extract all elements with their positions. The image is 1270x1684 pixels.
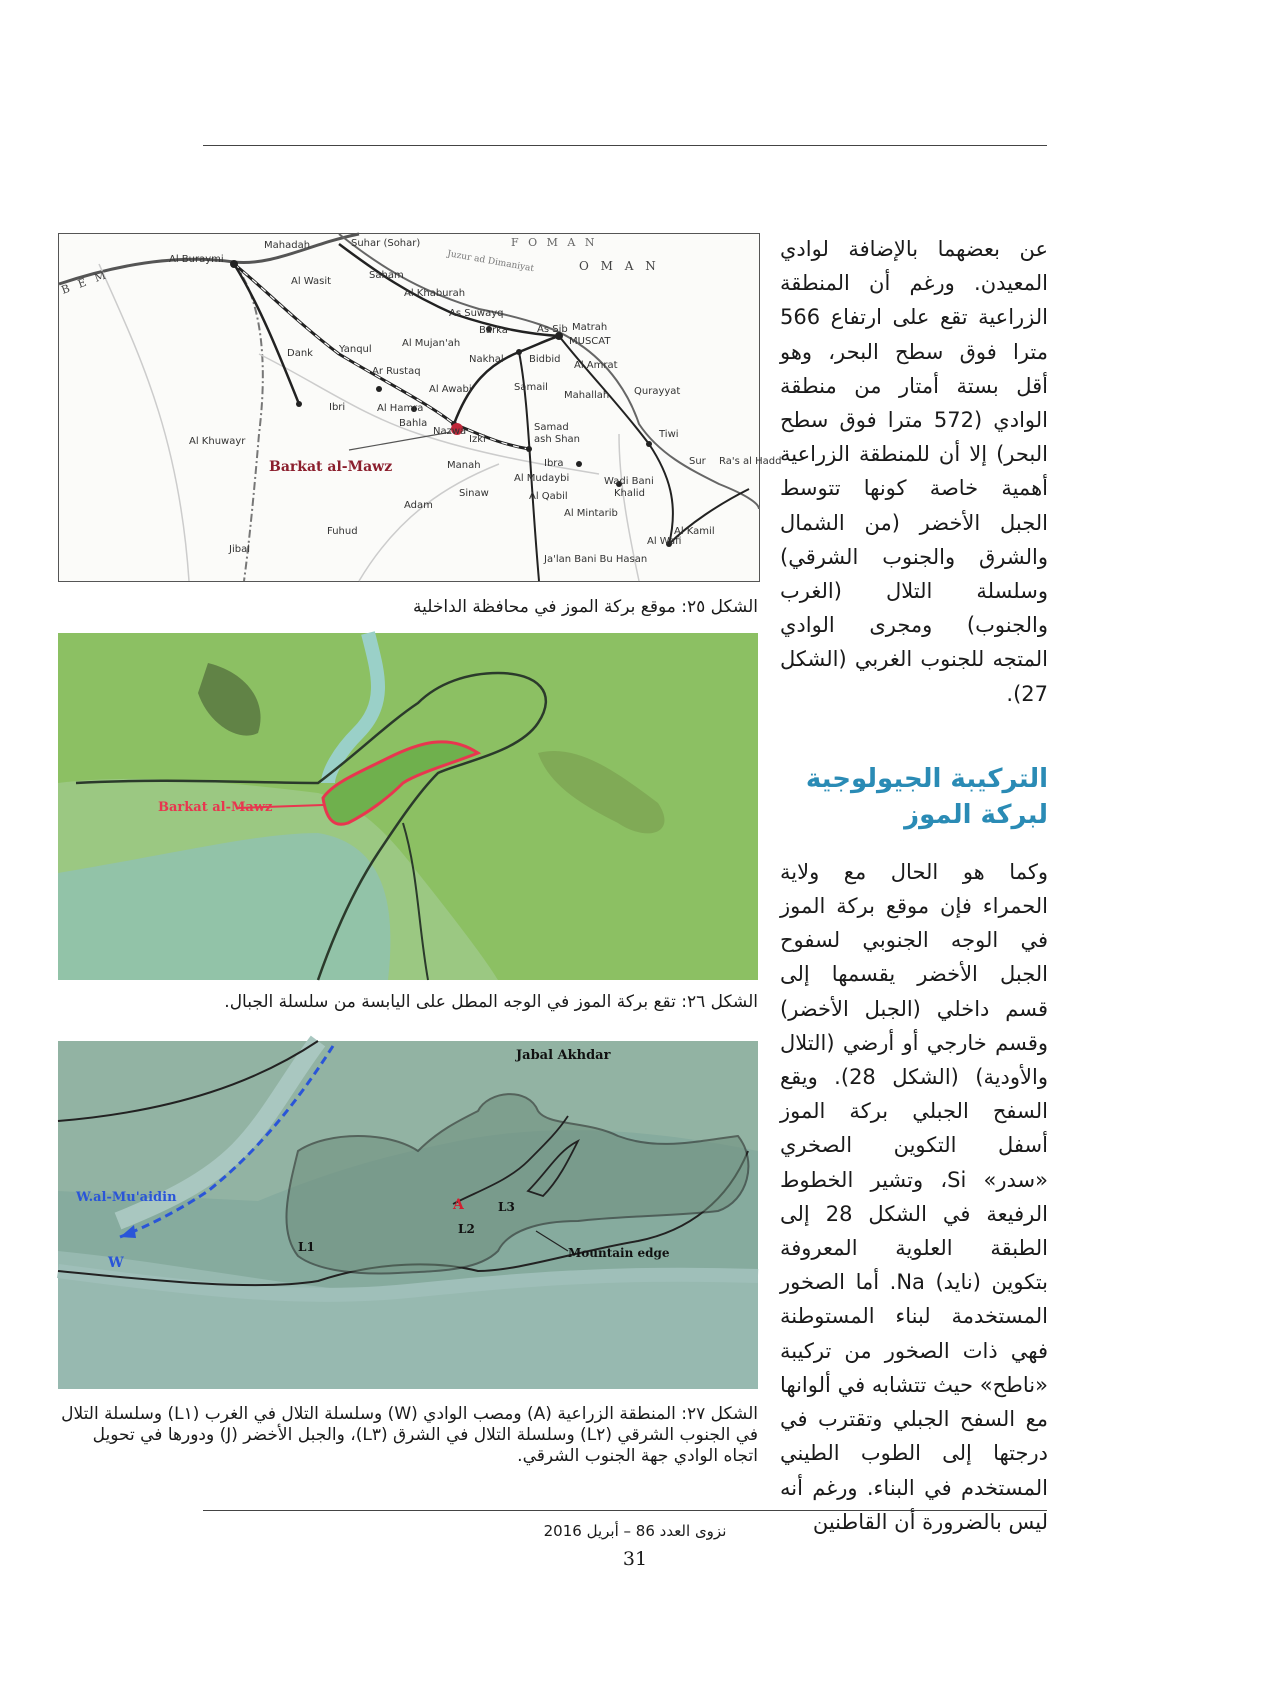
wadi-label: W.al-Mu'aidin (76, 1190, 177, 1205)
svg-text:Nazwa: Nazwa (433, 426, 467, 437)
svg-text:F O M A N: F O M A N (511, 236, 598, 249)
svg-text:ash Shan: ash Shan (534, 434, 581, 445)
svg-text:Qurayyat: Qurayyat (634, 386, 681, 397)
bottom-rule (203, 1510, 1047, 1511)
svg-text:Al Khuwayr: Al Khuwayr (189, 436, 246, 447)
svg-text:O M A N: O M A N (579, 259, 660, 273)
figure-26-caption: الشكل ٢٦: تقع بركة الموز في الوجه المطل على اليابسة من سلسلة الجبال. (224, 992, 758, 1012)
svg-text:As Suwayq: As Suwayq (449, 308, 504, 319)
footer-issue: نزوى العدد 86 – أبريل 2016 (543, 1522, 727, 1540)
svg-text:B E M: B E M (59, 267, 111, 297)
svg-text:MUSCAT: MUSCAT (569, 336, 611, 347)
map-drawing (59, 234, 782, 581)
svg-text:Jibal: Jibal (229, 544, 250, 555)
svg-text:Wadi Bani: Wadi Bani (604, 476, 654, 487)
figure-25-caption: الشكل ٢٥: موقع بركة الموز في محافظة الداخلية (413, 597, 758, 617)
svg-text:Matrah: Matrah (572, 322, 608, 333)
svg-text:Samail: Samail (514, 382, 548, 393)
svg-text:Bahla: Bahla (399, 418, 428, 429)
svg-text:Fuhud: Fuhud (327, 526, 358, 537)
svg-text:Ja'lan Bani Bu Hasan: Ja'lan Bani Bu Hasan (544, 554, 648, 565)
svg-text:Mahadah: Mahadah (264, 240, 311, 251)
svg-text:Barka: Barka (479, 325, 508, 336)
svg-text:Izki: Izki (469, 434, 486, 445)
svg-text:Ra's al Hadd: Ra's al Hadd (719, 456, 782, 467)
svg-text:Ar Rustaq: Ar Rustaq (372, 366, 421, 377)
svg-text:Tiwi: Tiwi (659, 429, 679, 440)
svg-text:Manah: Manah (447, 460, 481, 471)
l3-label: L3 (498, 1200, 515, 1214)
svg-text:Al Amrat: Al Amrat (574, 360, 618, 371)
svg-text:Al Wafi: Al Wafi (647, 536, 682, 547)
figure-27-satellite (58, 1041, 758, 1389)
figure-26-satellite (58, 633, 758, 980)
svg-text:Barkat al-Mawz: Barkat al-Mawz (269, 459, 393, 475)
text-column (780, 232, 1048, 1539)
svg-text:Ibra: Ibra (544, 458, 564, 469)
svg-text:Bidbid: Bidbid (529, 354, 561, 365)
svg-text:Adam: Adam (404, 500, 433, 511)
svg-text:Sinaw: Sinaw (459, 488, 489, 499)
svg-text:Nakhal: Nakhal (469, 354, 504, 365)
svg-text:Samad: Samad (534, 422, 569, 433)
svg-text:Al Mudaybi: Al Mudaybi (514, 473, 570, 484)
figure-27-caption: الشكل ٢٧: المنطقة الزراعية (A) ومصب الوادي (W) وسلسلة التلال في الغرب (L١) وسلسلة التلال في الجنوب الشرقي (L٢) وسلسلة التلال في الشرق (L٣)، والجبل الأخضر (J) ودورها في تحويل اتجاه الوادي جهة الجنوب الشرقي. (61, 1404, 758, 1466)
svg-text:Al Hamra: Al Hamra (377, 403, 424, 414)
paragraph-2: وكما هو الحال مع ولاية الحمراء فإن موقع بركة الموز في الوجه الجنوبي لسفوح الجبل الأخضر يقسمها إلى قسم داخلي (الجبل الأخضر) وقسم خارجي أو أرضي (التلال والأودية) (الشكل 28). ويقع السفح الجبلي بركة الموز أسفل التكوين الصخري «سدر» Si، وتشير الخطوط الرفيعة في الشكل 28 إلى الطبقة العلوية المعروفة بتكوين (نايد) Na. أما الصخور المستخدمة لبناء المستوطنة فهي ذات الصخور من تركيبة «ناطح» حيث تتشابه في ألوانها مع السفح الجبلي وتقترب في درجتها إلى الطوب الطيني المستخدم في البناء. ورغم أنه ليس بالضرورة أن القاطنين (780, 859, 1049, 1534)
top-rule (203, 145, 1047, 146)
svg-text:Saham: Saham (369, 270, 404, 281)
svg-text:Ibri: Ibri (329, 402, 346, 413)
svg-text:Khalid: Khalid (614, 488, 645, 499)
svg-text:As Sib: As Sib (537, 324, 568, 335)
svg-text:Al Mintarib: Al Mintarib (564, 508, 618, 519)
jabal-label: Jabal Akhdar (516, 1048, 611, 1063)
svg-text:Al Mujan'ah: Al Mujan'ah (402, 338, 461, 349)
svg-text:Al Khaburah: Al Khaburah (404, 288, 466, 299)
page-number: 31 (622, 1548, 648, 1570)
barkat-label: Barkat al-Mawz (158, 800, 273, 815)
figure-25-map (58, 233, 782, 582)
svg-text:Dank: Dank (287, 348, 313, 359)
l2-label: L2 (458, 1222, 475, 1236)
satellite-drawing (58, 633, 758, 980)
svg-text:Al Kamil: Al Kamil (674, 526, 715, 537)
w-label: W (108, 1255, 124, 1271)
annotated-drawing (58, 1041, 758, 1389)
paragraph-1: عن بعضهما بالإضافة لوادي المعيدن. ورغم أن المنطقة الزراعية تقع على ارتفاع 566 مترا فوق سطح البحر، وهو أقل بستة أمتار من منطقة الوادي (572 مترا فوق سطح البحر) إلا أن للمنطقة الزراعية أهمية خاصة كونها تتوسط الجبل الأخضر (من الشمال والشرق والجنوب الشرقي) وسلسلة التلال (الغرب والجنوب) ومجرى الوادي المتجه للجنوب الغربي (الشكل 27). (780, 237, 1049, 706)
l1-label: L1 (298, 1240, 315, 1254)
svg-text:Al Wasit: Al Wasit (291, 276, 332, 287)
svg-text:Juzur ad Dimaniyat: Juzur ad Dimaniyat (446, 249, 535, 275)
a-label: A (453, 1197, 464, 1213)
section-heading: التركيبة الجيولوجية لبركة الموز (805, 763, 1048, 830)
edge-label: Mountain edge (568, 1246, 670, 1260)
svg-text:Suhar (Sohar): Suhar (Sohar) (351, 238, 421, 249)
svg-text:Al Qabil: Al Qabil (529, 491, 568, 502)
svg-text:Yanqul: Yanqul (339, 344, 372, 355)
svg-text:Al Buraymi: Al Buraymi (169, 254, 224, 265)
svg-text:Al Awabi: Al Awabi (429, 384, 472, 395)
svg-text:Mahallah: Mahallah (564, 390, 610, 401)
svg-text:Sur: Sur (689, 456, 706, 467)
